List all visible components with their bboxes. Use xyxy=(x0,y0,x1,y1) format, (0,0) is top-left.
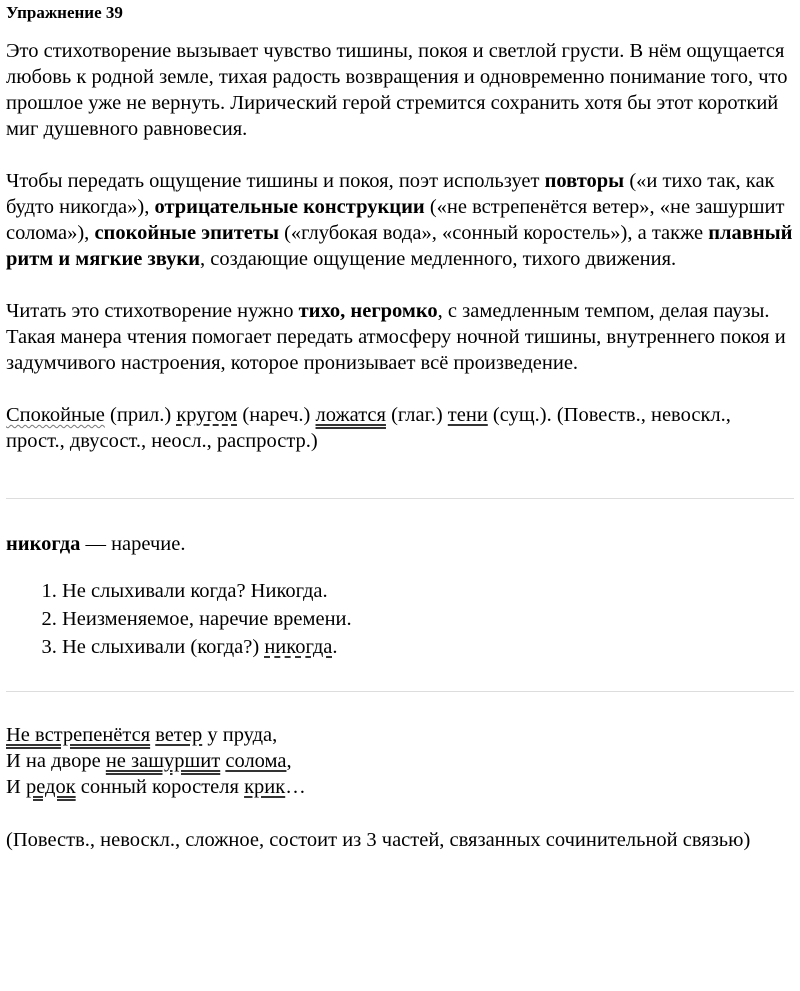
text: , с замедленным темпом, делая паузы. Такая манера чтения помогает передать атмосферу ночной тишины, внутреннего покоя и задумчивого настроения, которое пронизывает всё произведение. xyxy=(6,300,786,374)
list-item xyxy=(62,633,794,661)
text: Чтобы передать ощущение тишины и покоя, поэт использует xyxy=(6,170,545,192)
adverbial-word: кругом xyxy=(176,404,238,426)
exercise-title: Упражнение 39 xyxy=(6,3,123,22)
attribute-word: Спокойные xyxy=(6,404,105,426)
subject-word: крик xyxy=(244,776,286,798)
bold-term: плавный ритм и мягкие звуки xyxy=(6,222,793,270)
paragraph-mood: Это стихотворение вызывает чувство тишины, покоя и светлой грусти. В нём ощущается любовь к родной земле, тихая радость возвращения и одновременно понимание того, что прошлое уже не вернуть. Лирический герой стремится сохранить хотя бы этот короткий миг душевного равновесия. xyxy=(6,40,788,140)
text: И xyxy=(6,776,26,798)
list-item: 1. Не слыхивали когда? Никогда. xyxy=(62,577,794,605)
poem-parse: (Повеств., невоскл., сложное, состоит из 3 частей, связанных сочинительной связью) xyxy=(6,829,751,851)
text: («и тихо так, как будто никогда»), xyxy=(6,170,775,218)
analysis-list xyxy=(6,577,794,661)
poem xyxy=(6,722,794,800)
subject-word: тени xyxy=(447,404,488,426)
text: (прил.) xyxy=(104,404,177,426)
bold-term: спокойные эпитеты xyxy=(94,222,279,244)
text: у пруда, xyxy=(202,724,278,746)
subject-word: ветер xyxy=(155,724,203,746)
text: . xyxy=(332,636,338,658)
predicate-word: редок xyxy=(25,776,76,798)
bold-term: отрицательные конструкции xyxy=(154,196,425,218)
predicate-word: ложатся xyxy=(315,404,386,426)
sentence-parse xyxy=(6,402,794,454)
bold-term: никогда xyxy=(6,533,81,555)
poem-line xyxy=(6,748,794,774)
text: (глаг.) xyxy=(385,404,448,426)
predicate-word: не зашуршит xyxy=(105,750,221,772)
text: Читать это стихотворение нужно xyxy=(6,300,299,322)
text: — наречие. xyxy=(80,533,186,555)
text: , xyxy=(286,750,292,772)
text: (сущ.). (Повеств., невоскл., прост., двусост., неосл., распростр.) xyxy=(6,404,731,452)
poem-line xyxy=(6,722,794,748)
adverbial-word: никогда xyxy=(264,636,333,658)
text: Не слыхивали (когда?) xyxy=(62,636,265,658)
text: («глубокая вода», «сонный коростель»), а также xyxy=(278,222,709,244)
predicate-word: Не встрепенётся xyxy=(6,724,151,746)
paragraph-devices xyxy=(6,168,794,272)
paragraph-reading xyxy=(6,298,794,376)
text: («не встрепенётся ветер», «не зашуршит солома»), xyxy=(6,196,785,244)
bold-term: тихо, негромко xyxy=(298,300,438,322)
poem-line xyxy=(6,774,794,800)
text: … xyxy=(285,776,306,798)
divider xyxy=(6,691,794,692)
list-item: 2. Неизменяемое, наречие времени. xyxy=(62,605,794,633)
text: , создающие ощущение медленного, тихого движения. xyxy=(200,248,677,270)
text: сонный коростеля xyxy=(75,776,245,798)
subject-word: солома xyxy=(225,750,287,772)
divider xyxy=(6,498,794,499)
text: (нареч.) xyxy=(237,404,316,426)
bold-term: повторы xyxy=(544,170,625,192)
text: И на дворе xyxy=(6,750,106,772)
word-analysis-heading xyxy=(6,531,794,557)
